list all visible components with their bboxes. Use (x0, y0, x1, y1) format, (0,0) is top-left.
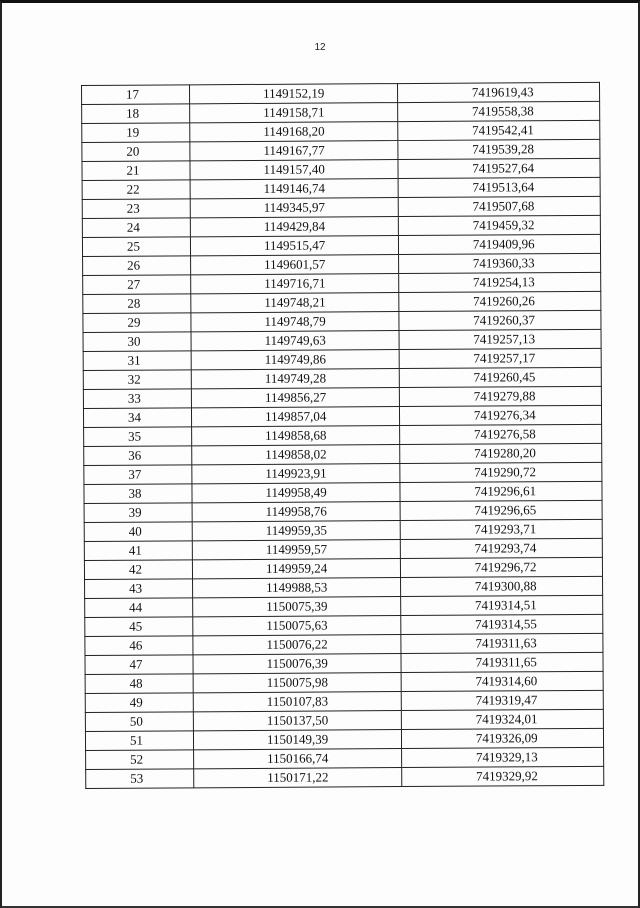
x-coordinate-cell: 1149858,68 (192, 426, 401, 446)
x-coordinate-cell: 1149959,24 (192, 559, 401, 579)
point-number: 39 (128, 504, 142, 520)
point-number-cell (83, 332, 191, 352)
table-row (85, 671, 603, 693)
point-number: 19 (126, 124, 140, 140)
point-number: 24 (126, 219, 140, 235)
x-coordinate-cell: 1149345,97 (190, 198, 399, 218)
x-coordinate-cell: 1149923,91 (192, 464, 401, 484)
table-row (83, 253, 601, 275)
table-row (83, 367, 601, 389)
y-coordinate-cell: 7419329,13 (402, 747, 604, 767)
y-coordinate-cell: 7419276,34 (400, 405, 602, 425)
table-row (82, 234, 600, 256)
point-number: 27 (127, 276, 141, 292)
point-number-cell (83, 313, 191, 333)
point-number-cell (82, 123, 190, 143)
point-number: 37 (128, 466, 142, 482)
x-coordinate-cell: 1149601,57 (190, 255, 399, 275)
y-coordinate-cell: 7419507,68 (399, 196, 601, 216)
y-coordinate-cell: 7419280,20 (400, 443, 602, 463)
table-row (82, 196, 600, 218)
y-coordinate-cell: 7419296,61 (400, 481, 602, 501)
x-coordinate-cell: 1150149,39 (193, 730, 402, 750)
x-coordinate-cell: 1149429,84 (190, 217, 399, 237)
point-number-cell (84, 522, 192, 542)
table-row (82, 177, 600, 199)
point-number-cell (84, 446, 192, 466)
table-row (85, 709, 603, 731)
table-row (83, 291, 601, 313)
y-coordinate-cell: 7419409,96 (399, 234, 601, 254)
point-number-cell (82, 237, 190, 257)
x-coordinate-cell: 1150075,39 (193, 597, 402, 617)
x-coordinate-cell: 1149168,20 (190, 122, 399, 142)
table-row (85, 576, 603, 598)
point-number: 42 (128, 561, 142, 577)
point-number: 50 (129, 713, 143, 729)
y-coordinate-cell: 7419329,92 (402, 766, 604, 786)
y-coordinate-cell: 7419360,33 (399, 253, 601, 273)
point-number-cell (83, 408, 191, 428)
point-number-cell (85, 579, 193, 599)
point-number-cell (83, 370, 191, 390)
table-row (84, 557, 602, 579)
x-coordinate-cell: 1149158,71 (190, 103, 399, 123)
table-row (85, 614, 603, 636)
table-row (82, 82, 600, 104)
point-number-cell (82, 180, 190, 200)
x-coordinate-cell: 1149152,19 (189, 84, 398, 104)
point-number: 30 (127, 333, 141, 349)
point-number-cell (85, 617, 193, 637)
table-row (84, 443, 602, 465)
table-row (83, 272, 601, 294)
x-coordinate-cell: 1149959,57 (192, 540, 401, 560)
point-number-cell (82, 161, 190, 181)
point-number: 31 (127, 352, 141, 368)
x-coordinate-cell: 1150075,63 (193, 616, 402, 636)
point-number: 18 (126, 105, 140, 121)
table-row (85, 690, 603, 712)
table-row (83, 310, 601, 332)
point-number-cell (85, 693, 193, 713)
point-number: 21 (126, 162, 140, 178)
table-row (85, 728, 603, 750)
table-row (83, 386, 601, 408)
point-number-cell (82, 142, 190, 162)
y-coordinate-cell: 7419527,64 (398, 158, 600, 178)
x-coordinate-cell: 1149857,04 (191, 407, 400, 427)
x-coordinate-cell: 1149515,47 (190, 236, 399, 256)
point-number: 28 (127, 295, 141, 311)
point-number-cell (84, 427, 192, 447)
table-row (86, 747, 604, 769)
point-number-cell (85, 712, 193, 732)
y-coordinate-cell: 7419276,58 (400, 424, 602, 444)
table-row (83, 329, 601, 351)
y-coordinate-cell: 7419513,64 (398, 177, 600, 197)
x-coordinate-cell: 1149958,76 (192, 502, 401, 522)
x-coordinate-cell: 1149749,28 (191, 369, 400, 389)
table-row (82, 101, 600, 123)
point-number-cell (84, 484, 192, 504)
point-number: 22 (126, 181, 140, 197)
point-number: 26 (127, 257, 141, 273)
table-row (83, 348, 601, 370)
point-number: 17 (125, 86, 140, 102)
table-row (85, 595, 603, 617)
x-coordinate-cell: 1149748,79 (191, 312, 400, 332)
x-coordinate-cell: 1149958,49 (192, 483, 401, 503)
x-coordinate-cell: 1150166,74 (194, 749, 403, 769)
point-number: 52 (130, 751, 144, 767)
table-row (82, 120, 600, 142)
y-coordinate-cell: 7419254,13 (399, 272, 601, 292)
y-coordinate-cell: 7419296,65 (400, 500, 602, 520)
point-number: 45 (129, 618, 143, 634)
point-number-cell (82, 85, 190, 105)
table-row (86, 766, 604, 788)
point-number: 47 (129, 656, 143, 672)
point-number: 53 (130, 770, 144, 786)
x-coordinate-cell: 1149988,53 (192, 578, 401, 598)
point-number-cell (83, 389, 191, 409)
x-coordinate-cell: 1149858,02 (192, 445, 401, 465)
point-number-cell (83, 275, 191, 295)
table-row (85, 633, 603, 655)
y-coordinate-cell: 7419314,51 (401, 595, 603, 615)
point-number-cell (86, 750, 194, 770)
table-row (85, 652, 603, 674)
point-number-cell (86, 769, 194, 789)
point-number: 34 (127, 409, 142, 425)
point-number: 36 (128, 447, 142, 463)
x-coordinate-cell: 1150075,98 (193, 673, 402, 693)
point-number-cell (84, 560, 192, 580)
y-coordinate-cell: 7419324,01 (402, 709, 604, 729)
y-coordinate-cell: 7419260,26 (399, 291, 601, 311)
y-coordinate-cell: 7419542,41 (398, 120, 600, 140)
point-number: 40 (128, 523, 142, 539)
y-coordinate-cell: 7419311,65 (401, 652, 603, 672)
point-number: 48 (129, 675, 143, 691)
point-number: 29 (127, 314, 141, 330)
x-coordinate-cell: 1150171,22 (194, 768, 403, 788)
point-number-cell (85, 655, 193, 675)
x-coordinate-cell: 1149146,74 (190, 179, 399, 199)
x-coordinate-cell: 1149856,27 (191, 388, 400, 408)
point-number: 41 (128, 542, 142, 558)
point-number-cell (85, 598, 193, 618)
table-row (84, 424, 602, 446)
point-number: 51 (129, 732, 144, 748)
y-coordinate-cell: 7419279,88 (400, 386, 602, 406)
point-number-cell (85, 636, 193, 656)
x-coordinate-cell: 1149749,63 (191, 331, 400, 351)
x-coordinate-cell: 1149157,40 (190, 160, 399, 180)
point-number: 32 (127, 371, 141, 387)
table-row (84, 462, 602, 484)
table-row (84, 538, 602, 560)
point-number: 23 (126, 200, 140, 216)
x-coordinate-cell: 1150137,50 (193, 711, 402, 731)
y-coordinate-cell: 7419311,63 (401, 633, 603, 653)
table-row (83, 405, 601, 427)
point-number-cell (82, 218, 190, 238)
point-number-cell (84, 503, 192, 523)
x-coordinate-cell: 1149167,77 (190, 141, 399, 161)
table-row (82, 158, 600, 180)
point-number-cell (82, 104, 190, 124)
page-number: 12 (314, 42, 326, 53)
point-number-cell (83, 256, 191, 276)
y-coordinate-cell: 7419314,55 (401, 614, 603, 634)
y-coordinate-cell: 7419300,88 (401, 576, 603, 596)
x-coordinate-cell: 1149748,21 (191, 293, 400, 313)
x-coordinate-cell: 1150076,39 (193, 654, 402, 674)
point-number-cell (83, 351, 191, 371)
y-coordinate-cell: 7419290,72 (400, 462, 602, 482)
table-row (84, 500, 602, 522)
x-coordinate-cell: 1149749,86 (191, 350, 400, 370)
table-row (82, 139, 600, 161)
y-coordinate-cell: 7419257,17 (399, 348, 601, 368)
y-coordinate-cell: 7419326,09 (402, 728, 604, 748)
point-number-cell (83, 294, 191, 314)
coordinates-table (81, 82, 604, 789)
point-number: 33 (127, 390, 141, 406)
point-number: 44 (129, 599, 143, 615)
y-coordinate-cell: 7419260,37 (399, 310, 601, 330)
point-number-cell (82, 199, 190, 219)
y-coordinate-cell: 7419558,38 (398, 101, 600, 121)
table-row (84, 519, 602, 541)
y-coordinate-cell: 7419257,13 (399, 329, 601, 349)
y-coordinate-cell: 7419619,43 (398, 82, 600, 102)
point-number-cell (84, 541, 192, 561)
point-number: 35 (128, 428, 142, 444)
x-coordinate-cell: 1150076,22 (193, 635, 402, 655)
x-coordinate-cell: 1149716,71 (191, 274, 400, 294)
point-number: 46 (129, 637, 143, 653)
point-number-cell (85, 731, 193, 751)
x-coordinate-cell: 1149959,35 (192, 521, 401, 541)
point-number: 49 (129, 694, 143, 710)
point-number: 38 (128, 485, 142, 501)
point-number: 20 (126, 143, 140, 159)
y-coordinate-cell: 7419293,74 (401, 538, 603, 558)
table-row (82, 215, 600, 237)
y-coordinate-cell: 7419459,32 (399, 215, 601, 235)
y-coordinate-cell: 7419293,71 (401, 519, 603, 539)
y-coordinate-cell: 7419314,60 (401, 671, 603, 691)
y-coordinate-cell: 7419539,28 (398, 139, 600, 159)
y-coordinate-cell: 7419260,45 (400, 367, 602, 387)
point-number: 25 (126, 238, 141, 254)
x-coordinate-cell: 1150107,83 (193, 692, 402, 712)
y-coordinate-cell: 7419296,72 (401, 557, 603, 577)
point-number-cell (84, 465, 192, 485)
coordinates-table-body (82, 82, 604, 788)
point-number: 43 (128, 580, 143, 596)
table-row (84, 481, 602, 503)
y-coordinate-cell: 7419319,47 (402, 690, 604, 710)
point-number-cell (85, 674, 193, 694)
